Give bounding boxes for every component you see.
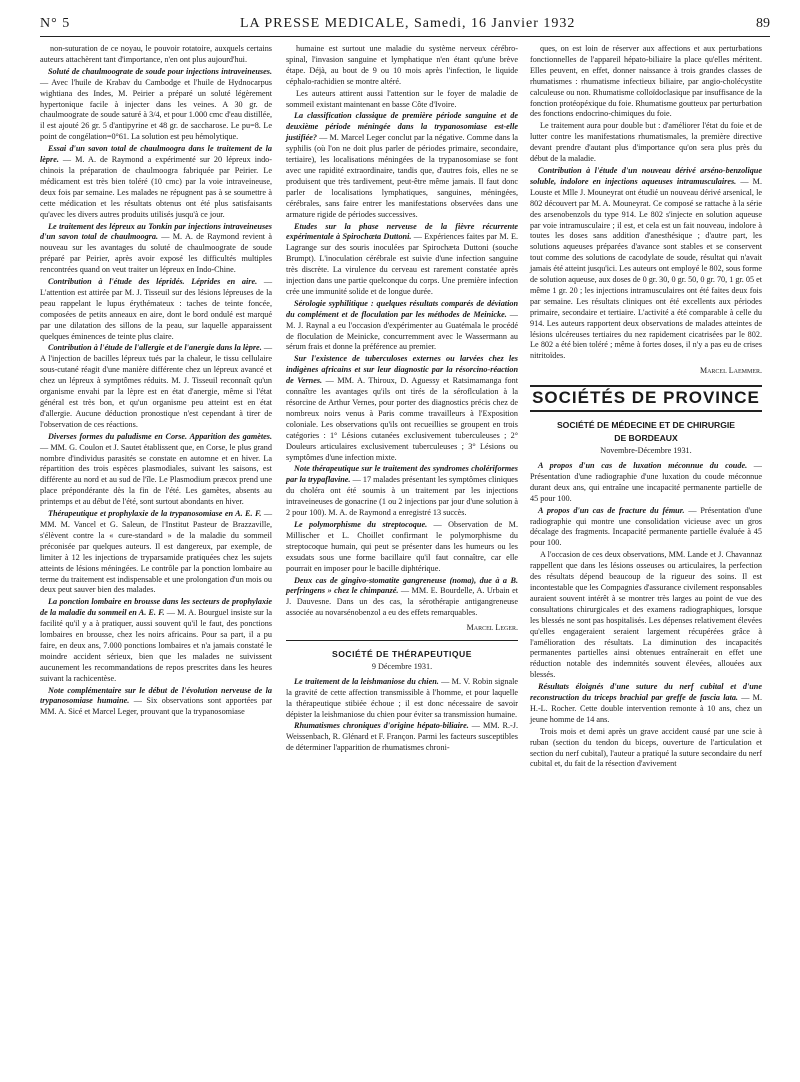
- article-paragraph: [530, 461, 762, 505]
- article-title: La classification classique de première période sanguine et de deuxième période méningée dans la trypanosomiase est-elle justifiée?: [286, 111, 518, 143]
- article-paragraph: [286, 576, 518, 620]
- article-title: A propos d'un cas de fracture du fémur.: [538, 505, 685, 515]
- article-text: — MM. A. Thiroux, D. Aguessy et Ratsimamanga font connaître les avantages qu'ils ont tirés de la séroflculation à la résorcine de Arthur Vernes, pour porter des diagnostics précis chez de nombreux noirs venus à Paris comme travailleurs à l'Exposition coloniale. Les observations qu'ils ont recueillies se groupent en trois catégories : 1° Lésions cutanées exclusivement tuberculeuses ; 2° Douleurs articulaires exclusivement tuberculeuses ; 3° Lésions ou symptômes d'une infection mixte.: [286, 376, 518, 462]
- article-title: Contribution à l'étude de l'allergie et de l'anergie dans la lèpre.: [48, 343, 262, 353]
- article-paragraph: [286, 520, 518, 575]
- article-text: non-suturation de ce noyau, le pouvoir rotatoire, auxquels certains auteurs attachèrent tant d'importance, n'en ont plus aujourd'hui.: [40, 44, 272, 64]
- column-3-articles-b: [530, 461, 762, 770]
- society-bordeaux-title-1: SOCIÉTÉ DE MÉDECINE ET DE CHIRURGIE: [556, 420, 736, 431]
- article-text: ques, on est loin de réserver aux affections et aux perturbations fonctionnelles de l'appareil hépato-biliaire la place qu'elles méritent. Elles peuvent, en effet, donner naissance à trois grandes classes de rhumatismes : rhumatisme infectieux biliaire, par angio-cholécystite calculeuse ou non. Rhumatisme colloïdoclasique par insuffisance de la fonction protéopéxique du foie. Rhumatisme goutteux par perturbation des fonctions endocrino-chimiques du foie.: [530, 44, 762, 119]
- article-text: Trois mois et demi après un grave accident causé par une scie à ruban (section du tendon du biceps, ouverture de l'articulation et section du nerf cubital), l'auteur a pratiqué la suture secondaire du nerf cubital et, du fait de la résection d'avivement: [530, 726, 762, 769]
- societes-de-province-heading: SOCIÉTÉS DE PROVINCE: [530, 385, 762, 412]
- article-text: Le traitement aura pour double but : d'améliorer l'état du foie et de lutter contre les manifestations rhumatismales, la première directive devant prendre d'autant plus d'importance qu'on sera plus près du début de la maladie.: [530, 121, 762, 164]
- article-text: — Observation de M. Millischer et L. Choillet confirmant le polymorphisme du streptocoque humain, qui peut se présenter dans les humeurs ou les exsudats sous une forme bacillaire qu'il faut connaître, car elle pourrait en imposer pour le bacille diphtérique.: [286, 519, 518, 573]
- article-text: — Avec l'huile de Krabav du Cambodge et l'huile de Hydnocarpus wightiana des Indes, M. Peirier a préparé un soluté légèrement hypertonique facile à injecter dans les veines. A 30 gr. de chaulmoograte de soude saturé à 3/4, et pour 1.000 cmc d'eau distillée, il est ajouté 26 gr. 5 d'antipyrine et 48 gr. de saccharose. Le pu=8. Le point de congélation=0°61. La solution est peu hémolytique.: [40, 77, 272, 142]
- column-2: [286, 44, 518, 755]
- article-paragraph: [40, 144, 272, 220]
- signature-marcel-laemmer: Marcel Laemmer.: [699, 366, 762, 376]
- article-text: — M. V. Robin signale la gravité de cette affection transmissible à l'homme, et pour laquelle la thérapeutique stibiée échoue ; il est donc nécessaire de savoir dépister la leishmaniose du chien pour éviter sa transmission humaine.: [286, 676, 518, 719]
- article-title: Contribution à l'étude des lépridés. Léprides en aire.: [48, 277, 258, 287]
- article-title: Le traitement de la leishmaniose du chien.: [294, 676, 439, 686]
- article-paragraph: [530, 121, 762, 165]
- article-text: — MM. R.-J. Weissenbach, R. Glénard et F. Françon. Parmi les facteurs susceptibles de déterminer l'apparition de rhumatismes chroni-: [286, 721, 518, 753]
- article-title: Etudes sur la phase nerveuse de la fièvre récurrente expérimentale à Spirochæta Duttoni.: [286, 221, 518, 242]
- column-1: [40, 44, 272, 719]
- article-text: — M. A. Bourguel insiste sur la facilité qu'il y a à pratiquer, aussi souvent qu'il le faut, des ponctions lombaires en brousse, chez les noirs africains. Pour sa part, il a pu faire, en deux ans, 7.000 ponctions lombaires et n'a jamais constaté le moindre accident sérieux, bien que les malades ne suivissent aucunement les recommandations de repos prescrites dans les heures suivant la rachicentèse.: [40, 608, 272, 683]
- article-text: — M. H.-L. Rocher. Cette double intervention remonte à 10 ans, chez un jeune homme de 14 ans.: [530, 693, 762, 724]
- society-therapeutique-date: 9 Décembre 1931.: [371, 661, 433, 671]
- article-title: Rhumatismes chroniques d'origine hépato-biliaire.: [294, 721, 469, 731]
- article-paragraph: [530, 506, 762, 550]
- article-text: humaine est surtout une maladie du système nerveux cérébro-spinal, l'invasion sanguine et lymphatique n'en étant qu'une brève étape. Déjà, au bout de 9 ou 10 mois après l'infection, le liquide céphalo-rachidien se montre altéré.: [286, 44, 518, 86]
- header-rule: [40, 36, 770, 37]
- article-paragraph: [530, 550, 762, 681]
- article-paragraph: [40, 44, 272, 66]
- column-3: [530, 44, 762, 771]
- article-paragraph: [40, 597, 272, 684]
- divider: [286, 640, 518, 641]
- article-paragraph: [40, 277, 272, 342]
- column-2-articles: [286, 44, 518, 619]
- article-paragraph: [286, 222, 518, 298]
- article-title: Soluté de chaulmoograte de soude pour injections intraveineuses.: [48, 66, 272, 76]
- page-header: [40, 14, 770, 36]
- article-paragraph: [286, 721, 518, 754]
- article-paragraph: [286, 44, 518, 88]
- article-title: Thérapeutique et prophylaxie de la trypanosomiase en A. E. F.: [48, 509, 262, 519]
- article-paragraph: [530, 166, 762, 362]
- article-paragraph: [286, 464, 518, 519]
- article-title: Note complémentaire sur le début de l'évolution nerveuse de la trypanosomiase humaine.: [40, 685, 272, 706]
- article-title: Le polymorphisme du streptocoque.: [294, 519, 428, 529]
- society-bordeaux-date: Novembre-Décembre 1931.: [600, 446, 692, 456]
- article-paragraph: [286, 677, 518, 721]
- article-text: — Présentation d'une radiographie d'une luxation du coude méconnue durant deux ans, qui entraîne une incapacité permanente partielle de 45 pour 100.: [530, 461, 762, 503]
- article-title: Deux cas de gingivo-stomatite gangreneuse (noma), due à a B. perfringens » chez le chimpanzé.: [286, 575, 518, 596]
- article-paragraph: [40, 67, 272, 143]
- article-paragraph: [286, 299, 518, 354]
- article-text: — Présentation d'une radiographie qui montre une consolidation vicieuse avec un gros décalage des fragments. Incapacité permanente partielle évaluée à 45 pour 100.: [530, 505, 763, 548]
- article-paragraph: [530, 682, 762, 726]
- article-paragraph: [530, 44, 762, 120]
- article-title: Sérologie syphilitique : quelques résultats comparés de déviation du complément et de floculation par les méthodes de Meinicke.: [286, 298, 518, 319]
- article-paragraph: [286, 354, 518, 463]
- article-paragraph: [530, 727, 762, 771]
- article-text: — M. Louste et Mlle J. Mouneyrat ont étudié un nouveau dérivé arsenical, le 802 découvert par M. A. Mouneyrat. Ce composé se rattache à la série des arsenobenzols du type 914. Le 802 s'injecte en solution aqueuse par voie intramusculaire ; il est, et cela est un fait nouveau, indolore à toutes les doses sans addition d'anesthésique ; d'autre part, les solutions aqueuses préparées d'avance sont stables et se conservent tout comme des solutions de cacodylate de soude, résultat qui n'avait jamais été atteint jusqu'ici. Les auteurs ont employé le 802, sous forme de solution aqueuse, aux doses de 0 gr. 30, 0 gr. 50, 0 gr. 70, 1 gr. 05 et même 1 gr. 20 ; les injections intramusculaires ont été faites deux fois par semaine. Les résultats cliniques ont été excellents aux périodes primaire, secondaire et tertiaire. L'activité a été comparable à celle du 914. Les auteurs rapportent deux observations de malades atteintes de lésions ulcéreuses tertiaires du nez rapidement cicatrisées par le 802. Le 802 a été bien toléré ; même à fortes doses, il n'y a pas eu de crises nitritoïdes.: [530, 176, 762, 361]
- article-title: Résultats éloignés d'une suture du nerf cubital et d'une reconstruction du triceps brachial par greffe de fascia lata.: [530, 682, 762, 703]
- article-text: — Expériences faites par M. E. Lagrange sur des souris inoculées par Spirochæta Duttoni (souche Brumpt). L'inoculation cérébrale est suivie d'une infection sanguine très discrète. La virulence du cerveau est rarement constatée après injection dans une partie quelconque du corps. Une première infection crée une immunité solide et de longue durée.: [286, 232, 518, 296]
- article-text: — L'attention est attirée par M. J. Tisseuil sur des lésions lépreuses de la peau rappelant le lupus érythémateux : taches de teinte foncée, composées de petits anneaux en aire, dont le bord ondulé est marqué par une dilatation des sillons de la peau, sur laquelle apparaissent quelques éminences de teinte plus claire.: [40, 277, 273, 341]
- article-text: — M. Marcel Leger conclut par la négative. Comme dans la syphilis (où l'on ne doit plus parler de périodes primaire, secondaire, tertiaire), les localisations méningées de la trypanosomiase se font avec une rapidité extraordinaire, tandis que, d'autres fois, elles ne se produisent que très tardivement, peut-être même jamais. Il faut donc parler de localisations lymphatiques, sanguines, méningées, cérébrales, sans faire entrer les manifestations observées dans une armature rigide de périodes successives.: [286, 133, 518, 219]
- article-text: — M. A. de Raymond revient à nouveau sur les avantages du soluté de chaulmoograte de soude préparé par Peirier, après avoir exposé les difficultés multiples rencontrées quand on veut traiter un lépreux en Indo-Chine.: [40, 232, 272, 275]
- page-number: 89: [756, 16, 770, 31]
- article-text: — M. J. Raynal a eu l'occasion d'expérimenter au Guatémala le procédé de floculation de Meinicke, concurremment avec le Wassermann au sérum frais et donne la préférence au premier.: [286, 309, 518, 352]
- article-paragraph: [40, 343, 272, 430]
- article-title: Note thérapeutique sur le traitement des syndromes cholériformes par la trypaflavine.: [286, 464, 518, 485]
- signature-marcel-leger: Marcel Leger.: [466, 623, 518, 633]
- article-title: Diverses formes du paludisme en Corse. Apparition des gamètes.: [48, 431, 272, 441]
- article-text: — MM. G. Coulon et J. Sautet établissent que, en Corse, le plus grand nombre d'individus parasités se constate en automne et en hiver. La répartition des trois espèces plasmodiales, suivant les saisons, est différente au nord et au sud de l'île. Le Plasmodium præcox prend une place prépondérante dès la fin de l'été. Les gamètes, absents au printemps et au début de l'été, sont surtout abondants en hiver.: [40, 442, 272, 507]
- article-paragraph: [40, 432, 272, 508]
- issue-number: N° 5: [40, 16, 71, 31]
- article-paragraph: [40, 509, 272, 596]
- article-title: Essai d'un savon total de chaulmoogra dans le traitement de la lèpre.: [40, 144, 272, 165]
- article-title: La ponction lombaire en brousse dans les secteurs de prophylaxie de la maladie du sommeil en A. E. F.: [40, 597, 272, 618]
- article-text: — 17 malades présentant les symptômes cliniques du choléra ont été soumis à un traitement par les injections intraveineuses de gonacrine (1 ou 2 injections par jour d'une solution à 2 pour 100). M. A. de Raymond a enregistré 13 succès.: [286, 475, 518, 518]
- article-title: Sur l'existence de tuberculoses externes ou larvées chez les indigènes africains et sur leur diagnostic par la résorcino-réaction de Vernes.: [286, 354, 518, 386]
- society-therapeutique-title: SOCIÉTÉ DE THÉRAPEUTIQUE: [332, 649, 472, 660]
- society-bordeaux-title-2: DE BORDEAUX: [614, 433, 678, 444]
- article-title: Le traitement des lépreux au Tonkin par injections intraveineuses d'un savon total de chaulmoogra.: [40, 221, 272, 242]
- article-title: Contribution à l'étude d'un nouveau dérivé arséno-benzolique soluble, indolore en injections aqueuses intramusculaires.: [530, 165, 762, 186]
- article-text: A l'occasion de ces deux observations, MM. Lande et J. Chavannaz rappellent que dans les lésions osseuses ou articulaires, la perfection des résultats dépend beaucoup de la rigueur des soins. Il est incontestable que les Compagnies d'assurance civilement responsables auraient souvent intérêt à se montrer très larges au point de vue des consultations chirurgicales et des examens radiographiques, lorsque les blessés ne sont pas hospitalisés. Les dépenses relativement élevées qu'elles engageraient seraient largement récupérées grâce à l'amélioration des résultats. La diminution des incapacités permanentes partielles ainsi obtenues entraînerait en effet une réduction notable des indemnités souvent élevées, allouées aux blessés.: [530, 550, 762, 680]
- article-text: — M. A. de Raymond a expérimenté sur 20 lépreux indo-chinois la préparation de chaulmoogra fabriquée par Peirier. Le médicament est très bien toléré (10 cmc) par la voie intraveineuse, deux fois par semaine. Les malades ne répugnent pas à se soumettre à cette médication et les résultats obtenus ont été plus satisfaisants qu'avec les divers autres produits utilisés jusqu'à ce jour.: [40, 155, 272, 219]
- column-2-articles-b: [286, 677, 518, 754]
- article-paragraph: [286, 111, 518, 220]
- article-text: — Six observations sont apportées par MM. A. Sicé et Marcel Leger, prouvant que la trypanosomiase: [40, 696, 272, 717]
- article-title: A propos d'un cas de luxation méconnue du coude.: [538, 461, 748, 470]
- article-paragraph: [286, 89, 518, 111]
- column-3-articles: [530, 44, 762, 362]
- article-paragraph: [40, 686, 272, 719]
- article-text: — MM. M. Vancel et G. Saleun, de l'Institut Pasteur de Brazzaville, s'élèvent contre la « cure-standard » de la maladie du sommeil préconisée par quelques auteurs. Il est dangereux, par exemple, de limiter à 12 les injections de tryparsamide pratiquées chez les sujets atteints de lésions méningées. Le contrôle par la ponction lombaire au terme du traitement est indispensable et une prolongation d'un mois ou deux peut sauver bien des malades.: [40, 509, 273, 595]
- article-paragraph: [40, 222, 272, 277]
- journal-title: LA PRESSE MEDICALE, Samedi, 16 Janvier 1932: [240, 16, 576, 31]
- article-text: — MM. E. Bourdelle, A. Urbain et J. Dauvesne. Dans un des cas, la sérothérapie antigangreneuse associée au novarsénobenzol a eu des effets remarquables.: [286, 586, 519, 618]
- article-text: — A l'injection de bacilles lépreux tués par la chaleur, le tissu cellulaire sous-cutané réagit d'une manière différente chez un lépreux avancé et chez un lépreux à symptômes réduits. M. J. Tisseuil reconnaît qu'un organisme envahi par la lèpre est en état d'anergie, même si l'état général est très bon, et qu'un organisme peu atteint est en état d'allergie. Aucune déduction pronostique n'est cependant à tirer de l'observation de ces réactions.: [40, 343, 273, 429]
- article-text: Les auteurs attirent aussi l'attention sur le foyer de maladie de sommeil existant maintenant en basse Côte d'Ivoire.: [286, 88, 518, 109]
